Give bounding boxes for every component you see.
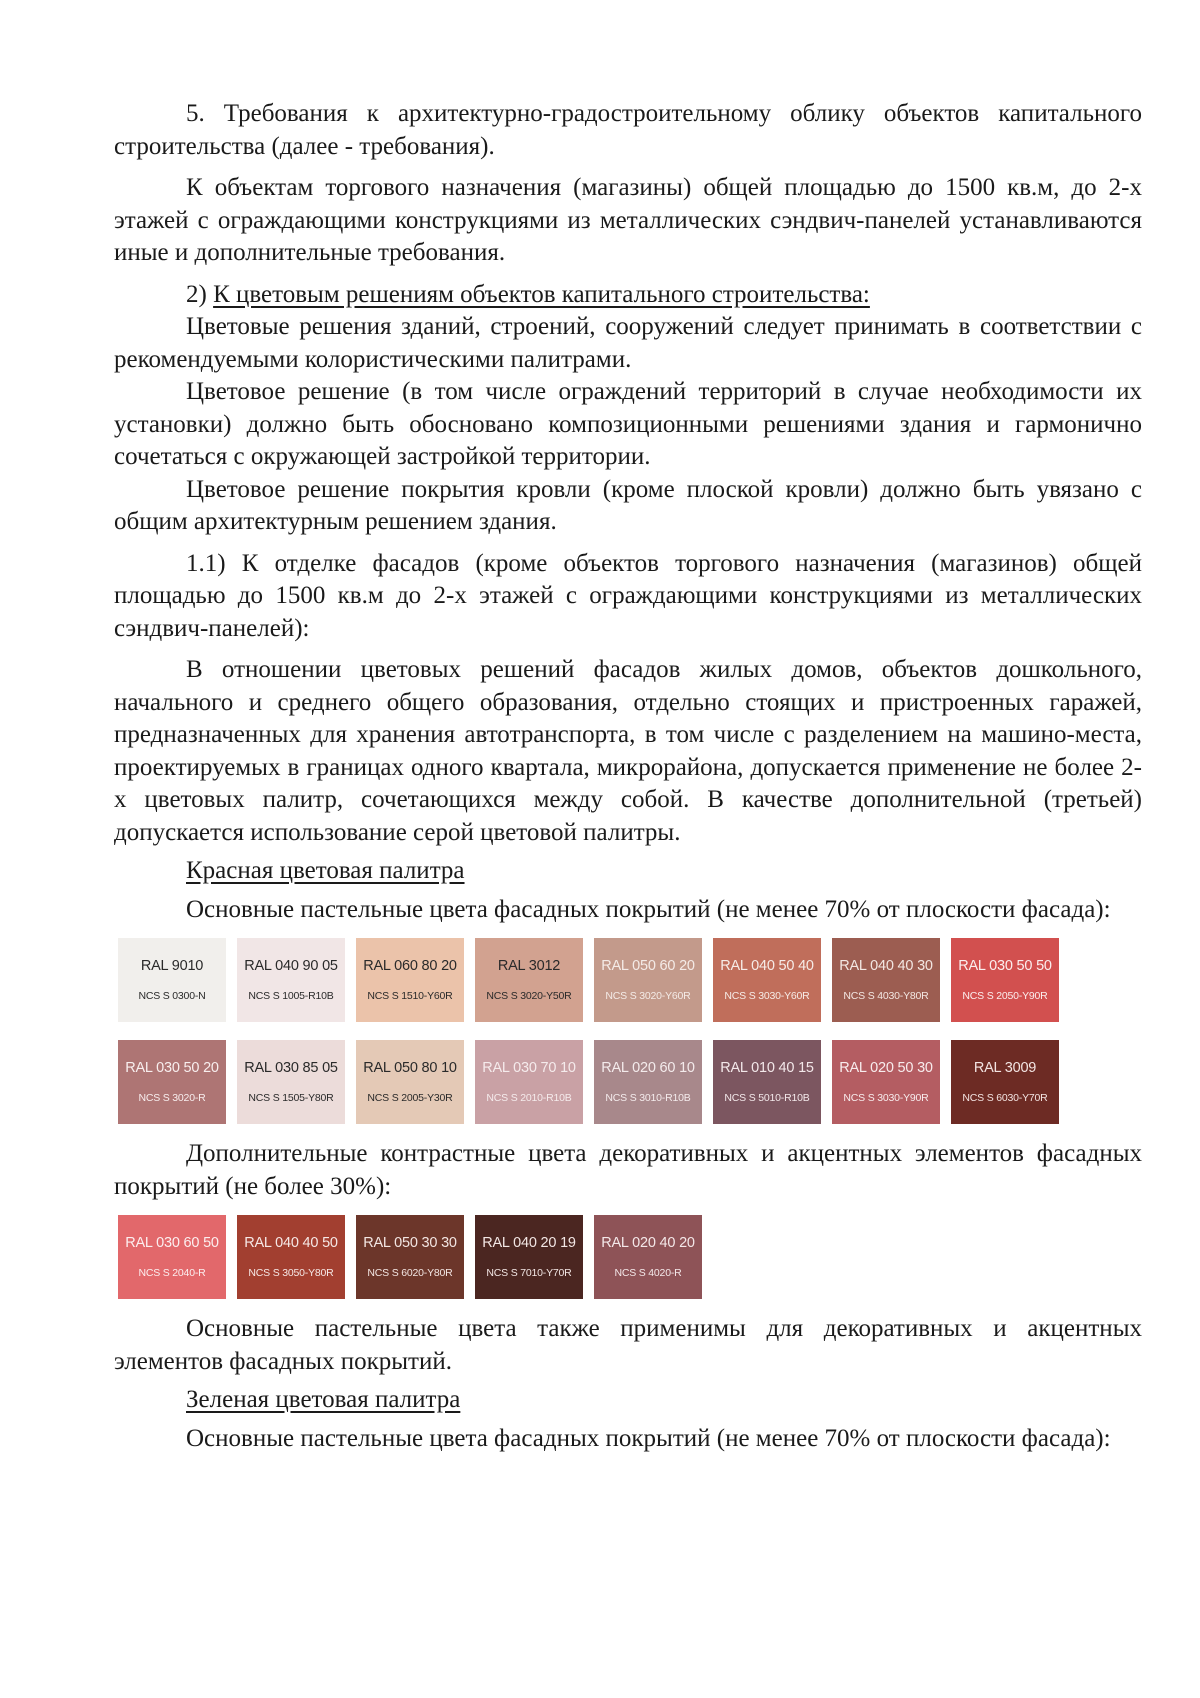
swatch-ral-code: RAL 3009 (973, 1060, 1037, 1076)
swatch-ral-code: RAL 040 50 40 (720, 958, 814, 974)
swatch-ral-code: RAL 030 50 20 (125, 1060, 219, 1076)
swatch-ral-code: RAL 030 70 10 (482, 1060, 576, 1076)
color-swatch (832, 1040, 940, 1124)
swatch-ral-code: RAL 3012 (497, 958, 561, 974)
red-palette-heading (114, 855, 1142, 888)
swatch-ncs-code: NCS S 2050-Y90R (962, 990, 1048, 1002)
swatch-ncs-code: NCS S 0300-N (138, 990, 206, 1002)
paragraph-pastel-note: Основные пастельные цвета также применимы для декоративных и акцентных элементов фасадных покрытий. (114, 1315, 1142, 1375)
paragraph-roof-color: Цветовое решение покрытия кровли (кроме плоской кровли) должно быть увязано с общим архитектурным решением здания. (114, 475, 1142, 535)
color-swatch (118, 938, 226, 1022)
swatch-ral-code: RAL 040 40 50 (244, 1235, 338, 1251)
color-swatch (237, 938, 345, 1022)
color-swatch (594, 1040, 702, 1124)
swatch-ncs-code: NCS S 1005-R10B (248, 990, 334, 1002)
section-title: 5. Требования к архитектурно-градостроительному облику объектов капитального строительства (далее - требования). (114, 100, 1142, 160)
swatch-ncs-code: NCS S 5010-R10B (724, 1092, 810, 1104)
swatch-ncs-code: NCS S 2005-Y30R (367, 1092, 453, 1104)
swatch-ral-code: RAL 050 30 30 (363, 1235, 457, 1251)
color-swatch (118, 1215, 226, 1299)
swatch-ral-code: RAL 030 85 05 (244, 1060, 338, 1076)
swatch-ncs-code: NCS S 3010-R10B (605, 1092, 691, 1104)
color-swatch (594, 938, 702, 1022)
red-main-swatch-row-2 (118, 1040, 1142, 1124)
color-swatch (951, 938, 1059, 1022)
color-swatch (951, 1040, 1059, 1124)
swatch-ral-code: RAL 040 20 19 (482, 1235, 576, 1251)
color-swatch (594, 1215, 702, 1299)
swatch-ral-code: RAL 050 80 10 (363, 1060, 457, 1076)
color-swatch (475, 1040, 583, 1124)
swatch-ncs-code: NCS S 4020-R (614, 1267, 682, 1279)
swatch-ral-code: RAL 030 60 50 (125, 1235, 219, 1251)
swatch-ncs-code: NCS S 6020-Y80R (367, 1267, 453, 1279)
swatch-ncs-code: NCS S 3020-Y50R (486, 990, 572, 1002)
color-swatch (713, 1040, 821, 1124)
swatch-ral-code: RAL 030 50 50 (958, 958, 1052, 974)
swatch-ral-code: RAL 020 50 30 (839, 1060, 933, 1076)
color-swatch (237, 1215, 345, 1299)
subsection-heading (114, 279, 1142, 312)
swatch-ral-code: RAL 020 40 20 (601, 1235, 695, 1251)
color-swatch (713, 938, 821, 1022)
paragraph-facade-finishing: 1.1) К отделке фасадов (кроме объектов торгового назначения (магазинов) общей площадью до 1500 кв.м до 2-х этажей с ограждающими конструкциями из металлических сэндвич-панелей): (114, 549, 1142, 642)
color-swatch (356, 1215, 464, 1299)
paragraph-trade-objects: К объектам торгового назначения (магазины) общей площадью до 1500 кв.м, до 2-х этажей с ограждающими конструкциями из металлических сэндвич-панелей устанавливаются иные и дополнительные требования. (114, 174, 1142, 266)
subsection-number: 2) (186, 280, 207, 308)
color-swatch (475, 938, 583, 1022)
color-swatch (356, 938, 464, 1022)
swatch-ncs-code: NCS S 2010-R10B (486, 1092, 572, 1104)
swatch-ral-code: RAL 040 40 30 (839, 958, 933, 974)
swatch-ncs-code: NCS S 7010-Y70R (486, 1267, 572, 1279)
red-accent-colors-caption: Дополнительные контрастные цвета декоративных и акцентных элементов фасадных покрытий (не более 30%): (114, 1140, 1142, 1200)
swatch-ncs-code: NCS S 4030-Y80R (843, 990, 929, 1002)
swatch-ral-code: RAL 020 60 10 (601, 1060, 695, 1076)
color-swatch (475, 1215, 583, 1299)
swatch-ncs-code: NCS S 3020-R (138, 1092, 206, 1104)
green-palette-heading-text: Зеленая цветовая палитра (186, 1386, 461, 1413)
swatch-ral-code: RAL 050 60 20 (601, 958, 695, 974)
color-swatch (832, 938, 940, 1022)
paragraph-palette-rules: В отношении цветовых решений фасадов жилых домов, объектов дошкольного, начального и среднего общего образования, отдельно стоящих и пристроенных гаражей, предназначенных для хранения автотранспорта, в том числе с разделением на машино-места, проектируемых в границах одного квартала, микрорайона, допускается применение не более 2-х цветовых палитр, сочетающихся между собой. В качестве дополнительной (третьей) допускается использование серой цветовой палитры. (114, 656, 1142, 846)
swatch-ncs-code: NCS S 3030-Y60R (724, 990, 810, 1002)
green-palette-heading (114, 1384, 1142, 1417)
swatch-ral-code: RAL 010 40 15 (720, 1060, 814, 1076)
paragraph-fence-color: Цветовое решение (в том числе ограждений территорий в случае необходимости их установки) должно быть обосновано композиционными решениями здания и гармонично сочетаться с окружающей застройкой территории. (114, 378, 1142, 470)
green-main-colors-caption: Основные пастельные цвета фасадных покрытий (не менее 70% от плоскости фасада): (186, 1424, 1111, 1452)
subsection-title: К цветовым решениям объектов капитального строительства: (213, 280, 870, 308)
swatch-ncs-code: NCS S 3050-Y80R (248, 1267, 334, 1279)
swatch-ral-code: RAL 040 90 05 (244, 958, 338, 974)
color-swatch (118, 1040, 226, 1124)
swatch-ncs-code: NCS S 1505-Y80R (248, 1092, 334, 1104)
red-main-colors-caption: Основные пастельные цвета фасадных покрытий (не менее 70% от плоскости фасада): (186, 895, 1111, 923)
document-content (114, 98, 1142, 1455)
color-swatch (237, 1040, 345, 1124)
red-main-swatch-row-1 (118, 938, 1142, 1022)
color-swatch (356, 1040, 464, 1124)
red-palette-heading-text: Красная цветовая палитра (186, 857, 465, 884)
swatch-ncs-code: NCS S 6030-Y70R (962, 1092, 1048, 1104)
swatch-ncs-code: NCS S 1510-Y60R (367, 990, 453, 1002)
swatch-ncs-code: NCS S 2040-R (138, 1267, 206, 1279)
swatch-ncs-code: NCS S 3020-Y60R (605, 990, 691, 1002)
swatch-ral-code: RAL 9010 (140, 958, 204, 974)
paragraph-color-solutions: Цветовые решения зданий, строений, сооружений следует принимать в соответствии с рекомендуемыми колористическими палитрами. (114, 313, 1142, 373)
red-accent-swatch-row (118, 1215, 1142, 1299)
swatch-ral-code: RAL 060 80 20 (363, 958, 457, 974)
swatch-ncs-code: NCS S 3030-Y90R (843, 1092, 929, 1104)
